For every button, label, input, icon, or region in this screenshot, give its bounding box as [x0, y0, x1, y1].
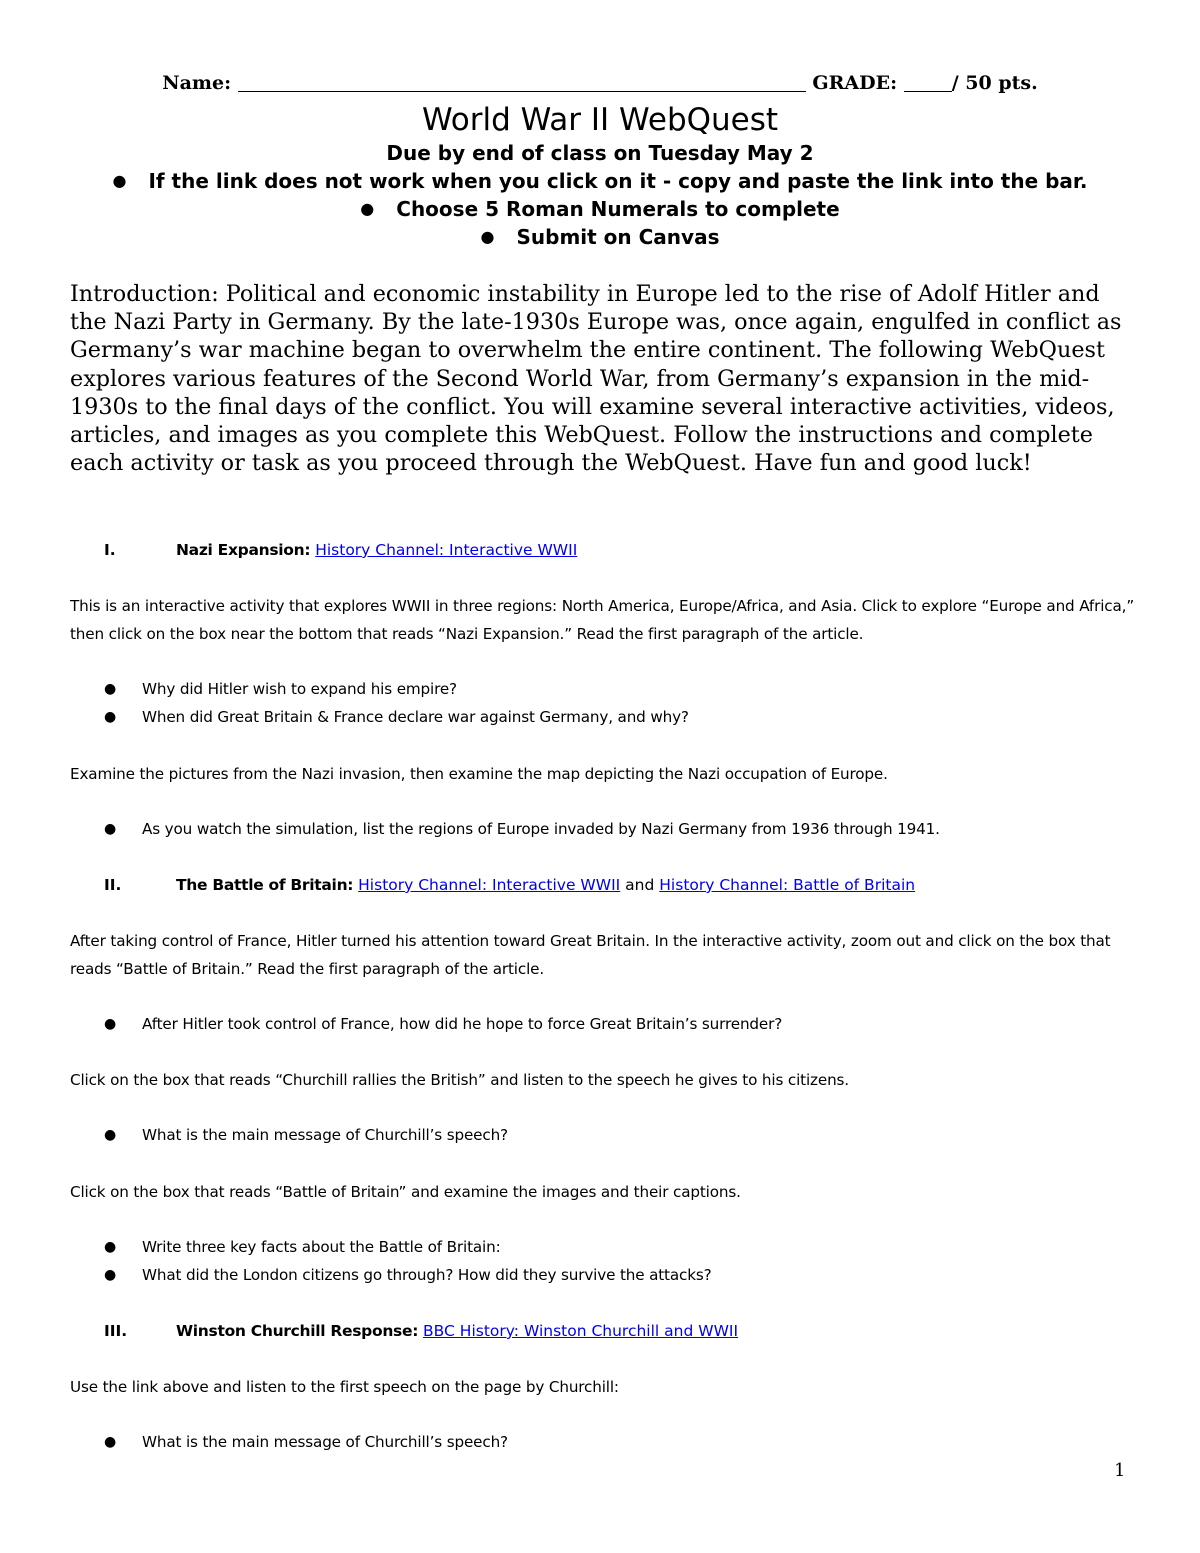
bullet-icon: ● [360, 199, 375, 218]
page-title: World War II WebQuest [421, 102, 779, 138]
section-2-questions-3 [104, 1233, 712, 1289]
bullet-icon: ● [104, 1016, 117, 1032]
section-numeral: III. [104, 1322, 128, 1340]
section-title: The Battle of Britain: [176, 876, 354, 894]
instruction-item: ● If the link does not work when you click on it - copy and paste the link into the bar. [112, 169, 1088, 193]
section-2-paragraph: After taking control of France, Hitler turned his attention toward Great Britain. In the interactive activity, zoom out and click on the box that reads “Battle of Britain.” Read the first paragraph of the article. [70, 932, 1111, 978]
history-channel-battle-link[interactable]: History Channel: Battle of Britain [659, 876, 916, 894]
bullet-icon: ● [104, 1434, 117, 1450]
bullet-icon: ● [104, 1267, 117, 1283]
link-joiner: and [625, 876, 655, 894]
section-heading-3 [104, 1317, 1144, 1345]
section-title: Winston Churchill Response: [176, 1322, 419, 1340]
section-2-questions [104, 1010, 782, 1038]
section-3-questions [104, 1428, 508, 1456]
section-1-paragraph: This is an interactive activity that explores WWII in three regions: North America, Europe/Africa, and Asia. Click to explore “Europe and Africa,” then click on the box near the bottom that reads “Nazi Expansion.” Read the first paragraph of the article. [70, 597, 1135, 643]
instruction-item: ● Submit on Canvas [480, 225, 720, 249]
history-channel-interactive-link[interactable]: History Channel: Interactive WWII [315, 541, 578, 559]
list-item: ● What is the main message of Churchill’s speech? [104, 1428, 508, 1456]
section-numeral: II. [104, 876, 122, 894]
grade-blank[interactable] [904, 73, 952, 92]
section-2-paragraph-3: Click on the box that reads “Battle of Britain” and examine the images and their captions. [70, 1183, 741, 1201]
section-2-paragraph-2: Click on the box that reads “Churchill rallies the British” and listen to the speech he gives to his citizens. [70, 1071, 849, 1089]
bullet-icon: ● [104, 821, 117, 837]
bullet-icon: ● [104, 1239, 117, 1255]
list-item: ● When did Great Britain & France declare war against Germany, and why? [104, 703, 689, 731]
section-1-questions [104, 675, 689, 731]
introduction-paragraph: Introduction: Political and economic instability in Europe led to the rise of Adolf Hitler and the Nazi Party in Germany. By the late-1930s Europe was, once again, engulfed in conflict as Germany’s war machine began to overwhelm the entire continent. The following WebQuest explores various features of the Second World War, from Germany’s expansion in the mid-1930s to the final days of the conflict. You will examine several interactive activities, videos, articles, and images as you complete this WebQuest. Follow the instructions and complete each activity or task as you proceed through the WebQuest. Have fun and good luck! [70, 281, 1122, 477]
page-number: 1 [1114, 1460, 1126, 1481]
list-item: ● Why did Hitler wish to expand his empire? [104, 675, 689, 703]
history-channel-interactive-link[interactable]: History Channel: Interactive WWII [358, 876, 621, 894]
name-grade-line [0, 72, 1200, 94]
bullet-icon: ● [104, 681, 117, 697]
bbc-history-churchill-link[interactable]: BBC History: Winston Churchill and WWII [423, 1322, 739, 1340]
grade-label: GRADE: [812, 72, 898, 94]
due-date: Due by end of class on Tuesday May 2 [386, 141, 814, 165]
list-item: ● As you watch the simulation, list the regions of Europe invaded by Nazi Germany from 1936 through 1941. [104, 815, 940, 843]
bullet-icon: ● [480, 227, 495, 246]
bullet-icon: ● [104, 1127, 117, 1143]
section-3-paragraph: Use the link above and listen to the first speech on the page by Churchill: [70, 1378, 619, 1396]
section-2-questions-2 [104, 1121, 508, 1149]
grade-total: / 50 pts. [951, 72, 1038, 94]
name-blank[interactable] [238, 73, 806, 92]
section-1-questions-2 [104, 815, 940, 843]
instruction-item: ● Choose 5 Roman Numerals to complete [360, 197, 840, 221]
list-item: ● What is the main message of Churchill’s speech? [104, 1121, 508, 1149]
section-heading-1 [104, 536, 1144, 564]
list-item: ● After Hitler took control of France, how did he hope to force Great Britain’s surrender? [104, 1010, 782, 1038]
list-item: ● What did the London citizens go through? How did they survive the attacks? [104, 1261, 712, 1289]
section-heading-2 [104, 871, 1144, 899]
name-label: Name: [162, 72, 232, 94]
section-title: Nazi Expansion: [176, 541, 311, 559]
bullet-icon: ● [104, 709, 117, 725]
bullet-icon: ● [112, 171, 127, 190]
section-1-paragraph-2: Examine the pictures from the Nazi invasion, then examine the map depicting the Nazi occupation of Europe. [70, 765, 888, 783]
section-numeral: I. [104, 541, 116, 559]
list-item: ● Write three key facts about the Battle of Britain: [104, 1233, 712, 1261]
